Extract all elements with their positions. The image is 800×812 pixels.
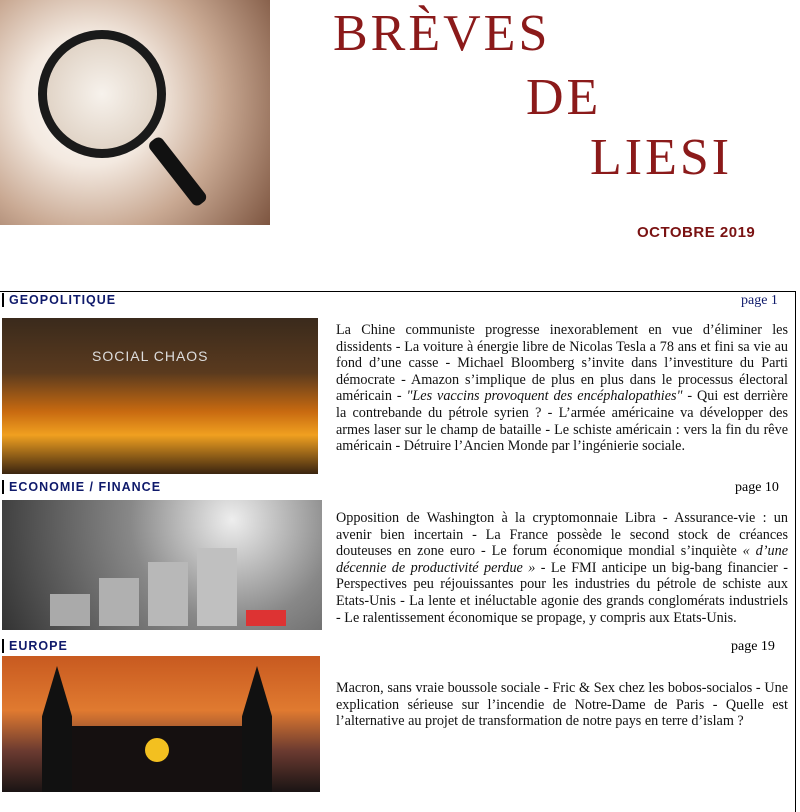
section-text-geopolitique	[336, 322, 788, 455]
bar	[50, 594, 90, 626]
magnifier-handle	[147, 135, 209, 208]
text: Opposition de Washington à la cryptomonnaie Libra - Assurance-vie : un avenir bien incertain - La France possède le second stock de créances douteuses en zone euro - Le forum économique mondial s’inquiète	[336, 510, 788, 560]
bar	[246, 610, 286, 626]
section-heading-economie: ECONOMIE / FINANCE	[2, 480, 161, 494]
notre-dame-fire-image	[2, 656, 320, 792]
issue-date: OCTOBRE 2019	[637, 224, 756, 241]
bar	[148, 562, 188, 626]
title-line-3: LIESI	[590, 129, 733, 186]
bar	[99, 578, 139, 626]
bar	[197, 548, 237, 626]
italic-text: « d’une décennie de productivité perdue »	[336, 543, 788, 576]
title-line-2: DE	[526, 69, 602, 126]
spire	[242, 666, 272, 792]
text: - Le FMI anticipe un big-bang financier - Perspectives peu réjouissantes pour les industries du pétrole de schiste aux Etats-Unis - La lente et inéluctable agonie des grands conglomérats industriels - Le ralentissement économique se propage, y compris aux Etats-Unis.	[336, 559, 789, 626]
section-heading-geopolitique: GEOPOLITIQUE	[2, 293, 116, 307]
section-heading-europe: EUROPE	[2, 639, 68, 653]
economy-bars-image	[2, 500, 322, 630]
section-text-europe: Macron, sans vraie boussole sociale - Fric & Sex chez les bobos-socialos - Une explication sérieuse sur l’incendie de Notre-Dame de Paris - Quelle est l’alternative au projet de transformation de notre pays en terre d’islam ?	[336, 680, 788, 730]
title-line-1: BRÈVES	[333, 5, 551, 62]
text: - Qui est derrière la contrebande du pétrole syrien ? - L’armée américaine va développer des armes laser sur le champ de bataille - Le schiste américain : vers la fin du rêve américain - Détruire l’Ancien Monde par l’ingénierie sociale.	[336, 388, 788, 455]
rose-window	[145, 738, 169, 762]
social-chaos-image	[2, 318, 318, 474]
page-ref-europe[interactable]: page 19	[731, 639, 775, 654]
text: La Chine communiste progresse inexorablement en vue d’éliminer les dissidents - La voiture à énergie libre de Nicolas Tesla a 78 ans et fini sa vie au fond d’une casse - Michael Bloomberg s’invite dans l’investiture du Parti démocrate - Amazon s’implique de plus en plus dans le processus électoral américain -	[336, 322, 788, 405]
image-caption: SOCIAL CHAOS	[92, 348, 209, 364]
italic-text: "Les vaccins provoquent des encéphalopathies"	[406, 388, 683, 405]
magnifier-lens	[38, 30, 166, 158]
section-text-economie	[336, 510, 788, 626]
page-ref-economie[interactable]: page 10	[735, 480, 779, 495]
page-ref-geopolitique[interactable]: page 1	[741, 293, 778, 308]
cover-image-magnifying-glass	[0, 0, 270, 225]
spire	[42, 666, 72, 792]
